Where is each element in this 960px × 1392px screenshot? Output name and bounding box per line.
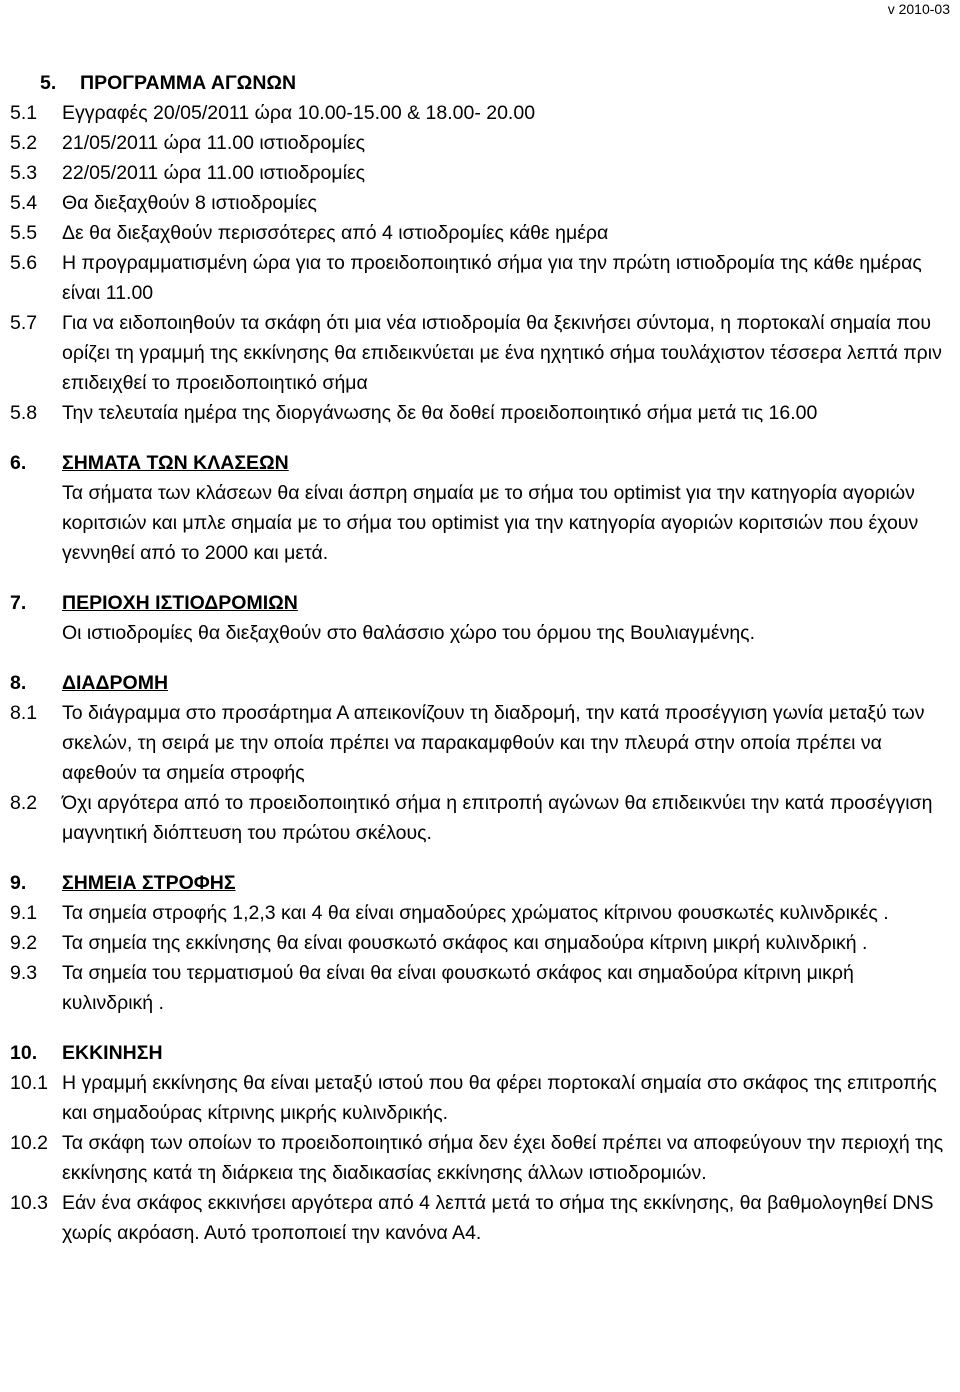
item-number: 5.4 — [10, 192, 38, 214]
document-body — [10, 68, 950, 1248]
item-number: 5.3 — [10, 162, 38, 184]
item-text: Δε θα διεξαχθούν περισσότερες από 4 ιστιοδρομίες κάθε ημέρα — [62, 222, 609, 244]
list-item — [10, 158, 950, 188]
section-title: ΠΡΟΓΡΑΜΜΑ ΑΓΩΝΩΝ — [80, 72, 297, 94]
list-item — [10, 698, 950, 788]
section-number: 9. — [10, 872, 27, 894]
section-number: 7. — [10, 592, 27, 614]
section-title: ΠΕΡΙΟΧΗ ΙΣΤΙΟΔΡΟΜΙΩΝ — [62, 592, 298, 614]
item-text: Τα σκάφη των οποίων το προειδοποιητικό σήμα δεν έχει δοθεί πρέπει να αποφεύγουν την περιοχή της εκκίνησης κατά τη διάρκεια της διαδικασίας εκκίνησης άλλων ιστιοδρομιών. — [62, 1132, 944, 1184]
item-text: Τα σημεία της εκκίνησης θα είναι φουσκωτό σκάφος και σημαδούρα κίτρινη μικρή κυλινδρική . — [62, 932, 868, 954]
list-item — [10, 958, 950, 1018]
section-9-heading — [10, 868, 950, 898]
section-title: ΣΗΜΑΤΑ ΤΩΝ ΚΛΑΣΕΩΝ — [62, 452, 289, 474]
list-item — [10, 128, 950, 158]
item-text: Θα διεξαχθούν 8 ιστιοδρομίες — [62, 192, 317, 214]
item-text: 21/05/2011 ώρα 11.00 ιστιοδρομίες — [62, 132, 366, 154]
section-text: Τα σήματα των κλάσεων θα είναι άσπρη σημαία με το σήμα του optimist για την κατηγορία αγοριών κοριτσιών και μπλε σημαία με το σήμα του optimist για την κατηγορία αγοριών κοριτσιών που έχουν γεννηθεί από το 2000 και μετά. — [62, 482, 919, 564]
item-text: 22/05/2011 ώρα 11.00 ιστιοδρομίες — [62, 162, 366, 184]
list-item — [10, 1128, 950, 1188]
item-text: Για να ειδοποιηθούν τα σκάφη ότι μια νέα ιστιοδρομία θα ξεκινήσει σύντομα, η πορτοκαλί σημαία που ορίζει τη γραμμή της εκκίνησης θα επιδεικνύεται με ένα ηχητικό σήμα τουλάχιστον τέσσερα λεπτά πριν επιδειχθεί το προειδοποιητικό σήμα — [62, 312, 942, 394]
list-item — [10, 98, 950, 128]
section-7-heading — [10, 588, 950, 618]
item-number: 10.1 — [10, 1072, 48, 1094]
section-number: 10. — [10, 1042, 38, 1064]
item-number: 10.2 — [10, 1132, 48, 1154]
list-item — [10, 248, 950, 308]
list-item — [10, 788, 950, 848]
item-number: 8.1 — [10, 702, 38, 724]
list-item — [10, 398, 950, 428]
item-number: 5.2 — [10, 132, 38, 154]
item-text: Τα σημεία στροφής 1,2,3 και 4 θα είναι σημαδούρες χρώματος κίτρινου φουσκωτές κυλινδρικές . — [62, 902, 889, 924]
item-number: 9.3 — [10, 962, 38, 984]
item-text: Εγγραφές 20/05/2011 ώρα 10.00-15.00 & 18.00- 20.00 — [62, 102, 536, 124]
item-number: 9.2 — [10, 932, 38, 954]
item-text: Όχι αργότερα από το προειδοποιητικό σήμα η επιτροπή αγώνων θα επιδεικνύει την κατά προσέγγιση μαγνητική διόπτευση του πρώτου σκέλους. — [62, 792, 933, 844]
section-title: ΔΙΑΔΡΟΜΗ — [62, 672, 169, 694]
item-number: 5.8 — [10, 402, 38, 424]
section-number: 5. — [40, 72, 57, 94]
section-title: ΣΗΜΕΙΑ ΣΤΡΟΦΗΣ — [62, 872, 236, 894]
item-number: 10.3 — [10, 1192, 48, 1214]
item-number: 5.7 — [10, 312, 38, 334]
item-text: Την τελευταία ημέρα της διοργάνωσης δε θα δοθεί προειδοποιητικό σήμα μετά τις 16.00 — [62, 402, 818, 424]
item-text: Η προγραμματισμένη ώρα για το προειδοποιητικό σήμα για την πρώτη ιστιοδρομία της κάθε ημέρας είναι 11.00 — [62, 252, 922, 304]
section-title: ΕΚΚΙΝΗΣΗ — [62, 1042, 163, 1064]
version-label: v 2010-03 — [887, 1, 950, 17]
list-item — [10, 308, 950, 398]
list-item — [10, 898, 950, 928]
list-item — [10, 928, 950, 958]
section-text: Οι ιστιοδρομίες θα διεξαχθούν στο θαλάσσιο χώρο του όρμου της Βουλιαγμένης. — [62, 622, 755, 644]
list-item — [10, 1188, 950, 1248]
section-8-heading — [10, 668, 950, 698]
item-number: 8.2 — [10, 792, 38, 814]
item-text: Εάν ένα σκάφος εκκινήσει αργότερα από 4 λεπτά μετά το σήμα της εκκίνησης, θα βαθμολογηθεί DNS χωρίς ακρόαση. Αυτό τροποποιεί την κανόνα Α4. — [62, 1192, 934, 1244]
section-10-heading — [10, 1038, 950, 1068]
item-number: 9.1 — [10, 902, 38, 924]
item-number: 5.5 — [10, 222, 38, 244]
item-number: 5.1 — [10, 102, 38, 124]
section-number: 6. — [10, 452, 27, 474]
section-number: 8. — [10, 672, 27, 694]
item-text: Τα σημεία του τερματισμού θα είναι θα είναι φουσκωτό σκάφος και σημαδούρα κίτρινη μικρή κυλινδρική . — [62, 962, 854, 1014]
item-text: Το διάγραμμα στο προσάρτημα Α απεικονίζουν τη διαδρομή, την κατά προσέγγιση γωνία μεταξύ των σκελών, τη σειρά με την οποία πρέπει να παρακαμφθούν και την πλευρά στην οποία πρέπει να αφεθούν τα σημεία στροφής — [62, 702, 925, 784]
item-number: 5.6 — [10, 252, 38, 274]
list-item — [10, 218, 950, 248]
list-item — [10, 188, 950, 218]
item-text: Η γραμμή εκκίνησης θα είναι μεταξύ ιστού που θα φέρει πορτοκαλί σημαία στο σκάφος της επιτροπής και σημαδούρας κίτρινης μικρής κυλινδρικής. — [62, 1072, 937, 1124]
section-6-heading — [10, 448, 950, 478]
list-item — [10, 1068, 950, 1128]
section-5-heading — [10, 68, 950, 98]
